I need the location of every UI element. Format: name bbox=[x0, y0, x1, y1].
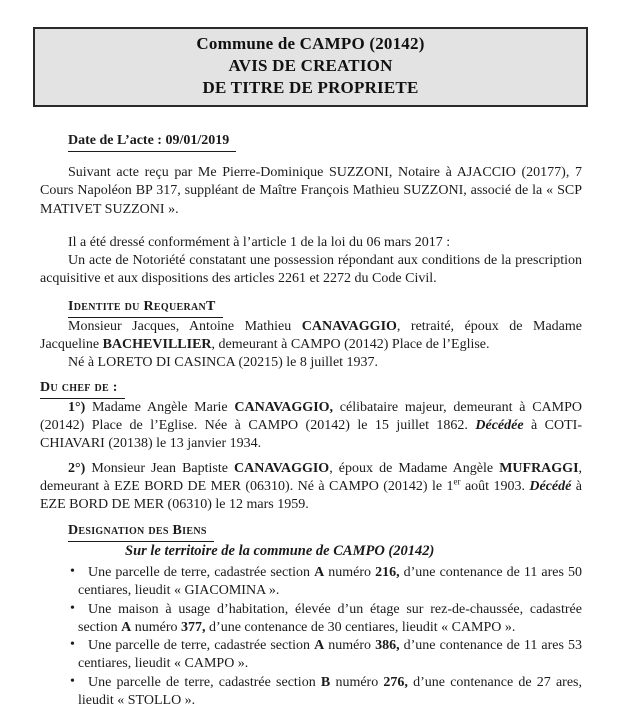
territory-subtitle: Sur le territoire de la commune de CAMPO (20142) bbox=[125, 543, 435, 560]
header-commune-line: Commune de CAMPO (20142) bbox=[196, 34, 425, 53]
identite-heading-text: Identite du RequeranT bbox=[68, 298, 223, 318]
identite-heading bbox=[68, 298, 582, 318]
parcel-item: • Une parcelle de terre, cadastrée section A numéro 386, d’une contenance de 11 ares 53 centiares, lieudit « CAMPO ». bbox=[40, 637, 582, 674]
du-chef-heading bbox=[40, 379, 582, 399]
du-chef-heading-text: Du chef de : bbox=[40, 379, 125, 399]
designation-heading-text: Designation des Biens bbox=[68, 522, 214, 542]
du-chef-item-1: 1°) Madame Angèle Marie CANAVAGGIO, célibataire majeur, demeurant à CAMPO (20142) Place de l’Eglise. Née à CAMPO (20142) le 15 juillet 1862. Décédée à COTI-CHIAVARI (20138) le 13 janvier 1934. bbox=[40, 399, 582, 452]
document-body bbox=[40, 103, 582, 710]
notary-paragraph: Suivant acte reçu par Me Pierre-Dominique SUZZONI, Notaire à AJACCIO (20177), 7 Cours Napoléon BP 317, suppléant de Maître François Mathieu SUZZONI, associé de la « SCP MATIVET SUZZONI ». bbox=[40, 165, 582, 217]
law-paragraph: Un acte de Notoriété constatant une possession répondant aux conditions de la prescription acquisitive et aux dispositions des articles 2261 et 2272 du Code Civil. bbox=[40, 253, 582, 287]
date-heading bbox=[68, 132, 582, 152]
requerant-paragraph: Monsieur Jacques, Antoine Mathieu CANAVAGGIO, retraité, époux de Madame Jacqueline BACHEVILLIER, demeurant à CAMPO (20142) Place de l’Eglise. bbox=[40, 318, 582, 353]
parcel-item: • Une parcelle de terre, cadastrée section B numéro 276, d’une contenance de 27 ares, lieudit « STOLLO ». bbox=[40, 674, 582, 711]
header-box bbox=[33, 27, 588, 107]
parcels-list bbox=[40, 564, 582, 710]
designation-heading bbox=[68, 522, 582, 542]
du-chef-item-2: 2°) Monsieur Jean Baptiste CANAVAGGIO, époux de Madame Angèle MUFRAGGI, demeurant à EZE BORD DE MER (06310). Né à CAMPO (20142) le 1er août 1903. Décédé à EZE BORD DE MER (06310) le 12 mars 1959. bbox=[40, 460, 583, 513]
parcel-item: • Une maison à usage d’habitation, élevée d’un étage sur rez-de-chaussée, cadastrée section A numéro 377, d’une contenance de 30 centiares, lieudit « CAMPO ». bbox=[40, 601, 582, 638]
parcel-item: • Une parcelle de terre, cadastrée section A numéro 216, d’une contenance de 11 ares 50 centiares, lieudit « GIACOMINA ». bbox=[40, 564, 582, 601]
requerant-birth-line: Né à LORETO DI CASINCA (20215) le 8 juillet 1937. bbox=[68, 355, 379, 371]
date-heading-text: Date de L’acte : 09/01/2019 bbox=[68, 132, 236, 152]
header-titre-line: DE TITRE DE PROPRIETE bbox=[202, 78, 419, 97]
header-avis-line: AVIS DE CREATION bbox=[228, 56, 393, 75]
law-intro-line: Il a été dressé conformément à l’article 1 de la loi du 06 mars 2017 : bbox=[68, 234, 451, 250]
